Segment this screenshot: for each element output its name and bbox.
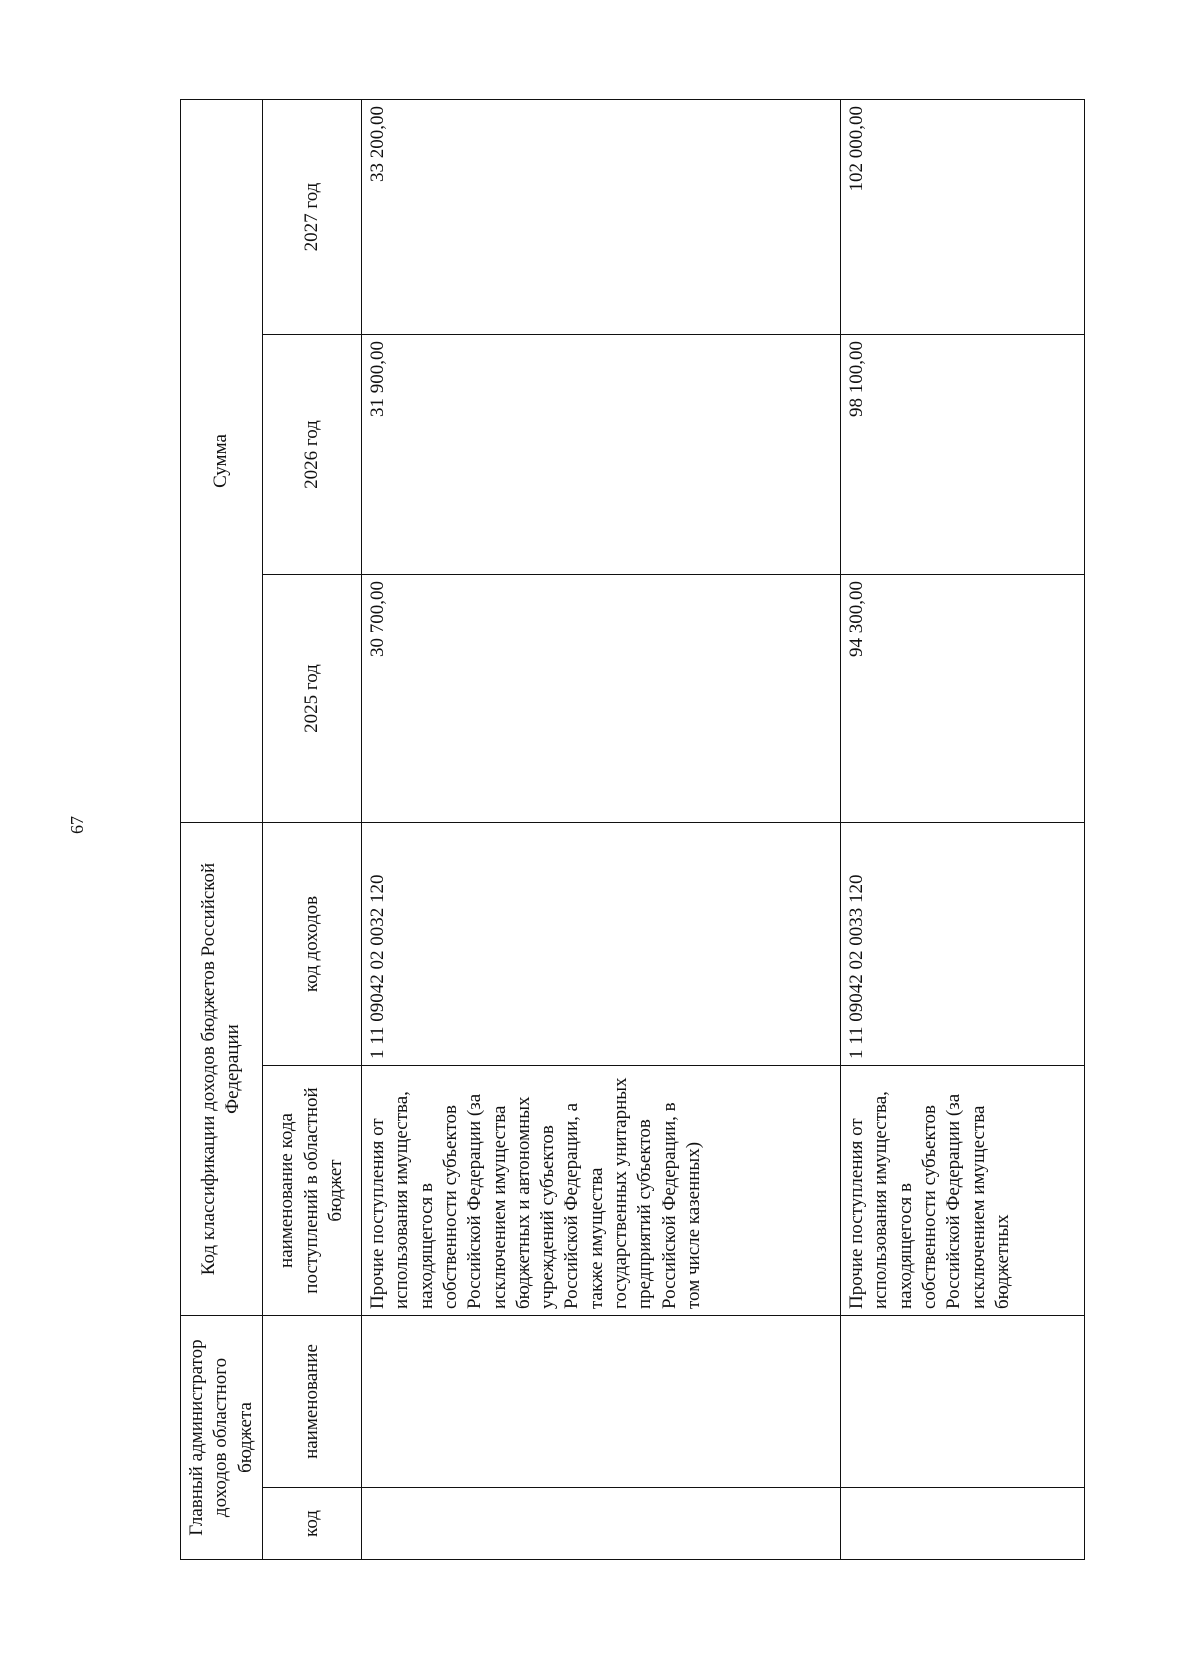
cell-revenue-name: Прочие поступления от использования имущества, находящегося в собственности субъектов Российской Федерации (за исключением имущества бюджетных (840, 1066, 1084, 1316)
cell-amount-2026: 98 100,00 (840, 335, 1084, 575)
header-year-2027: 2027 год (262, 99, 361, 334)
cell-name (840, 1316, 1084, 1488)
header-row-top (181, 99, 263, 1559)
cell-revenue-name: Прочие поступления от использования имущества, находящегося в собственности субъектов Российской Федерации (за исключением имущества бюджетных и автономных учреждений субъектов Российской Федерации, а также имущества государственных унитарных предприятий субъектов Российской Федерации, в том числе казенных) (361, 1066, 840, 1316)
header-name: наименование (262, 1316, 361, 1488)
header-row-sub (262, 99, 361, 1559)
cell-revenue-code: 1 11 09042 02 0033 120 (840, 823, 1084, 1066)
cell-revenue-code: 1 11 09042 02 0032 120 (361, 823, 840, 1066)
budget-table-sheet (180, 100, 1085, 1560)
page-number: 67 (67, 816, 87, 834)
table-row (840, 99, 1084, 1559)
cell-amount-2025: 94 300,00 (840, 575, 1084, 823)
cell-name (361, 1316, 840, 1488)
cell-code (361, 1488, 840, 1560)
header-sum-group: Сумма (181, 99, 263, 822)
header-year-2025: 2025 год (262, 575, 361, 823)
cell-amount-2025: 30 700,00 (361, 575, 840, 823)
header-classification-group: Код классификации доходов бюджетов Российской Федерации (181, 823, 263, 1316)
header-revenue-name: наименование кода поступлений в областной бюджет (262, 1066, 361, 1316)
header-year-2026: 2026 год (262, 335, 361, 575)
table-row (361, 99, 840, 1559)
header-revenue-code: код доходов (262, 823, 361, 1066)
cell-amount-2026: 31 900,00 (361, 335, 840, 575)
cell-amount-2027: 33 200,00 (361, 99, 840, 334)
cell-code (840, 1488, 1084, 1560)
budget-revenue-table (180, 99, 1085, 1560)
header-admin-group: Главный администратор доходов областного бюджета (181, 1316, 263, 1560)
header-code: код (262, 1488, 361, 1560)
cell-amount-2027: 102 000,00 (840, 99, 1084, 334)
